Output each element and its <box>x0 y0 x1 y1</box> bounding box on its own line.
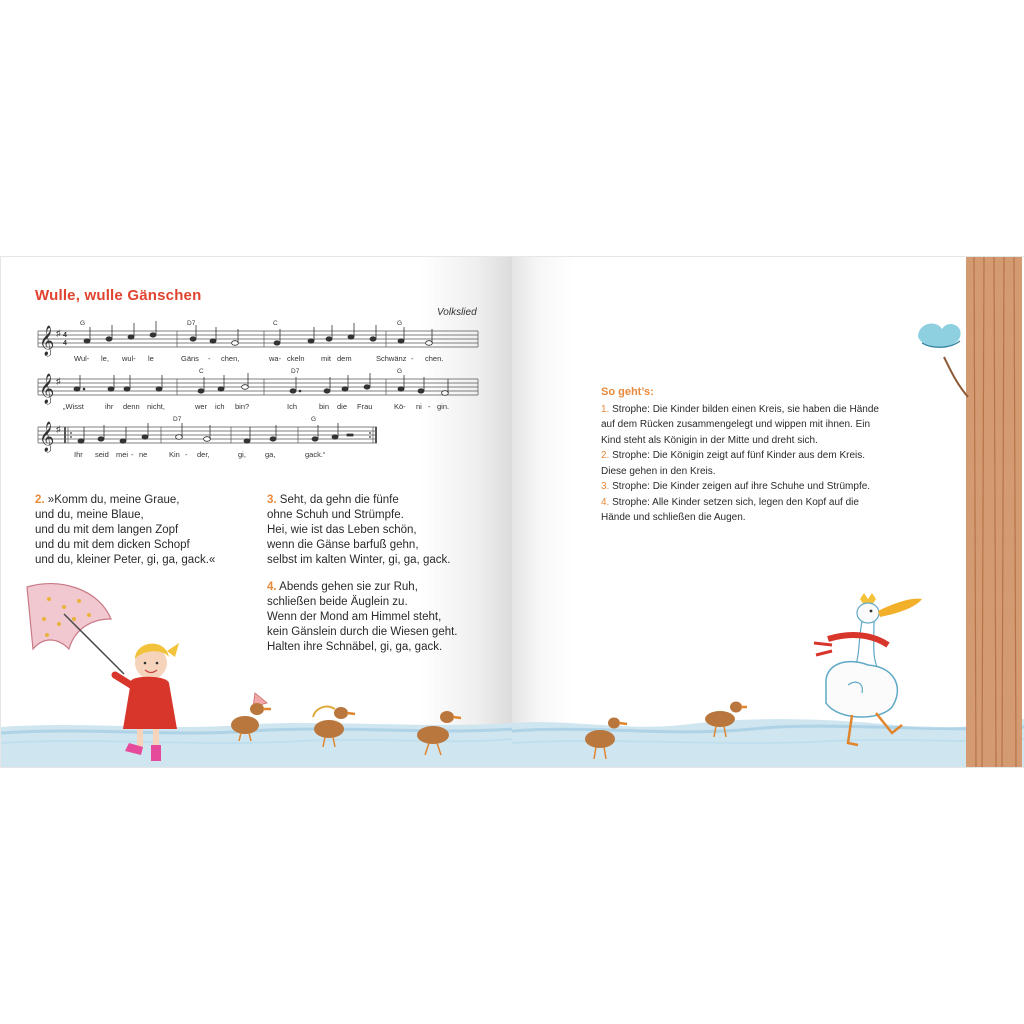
instruction-text: Strophe: Die Kinder zeigen auf ihre Schuhe und Strümpfe. <box>609 481 871 492</box>
lyrics-staff-2 <box>63 402 449 411</box>
sharp-icon: ♯ <box>56 376 61 386</box>
lyric-syllable: Ihr <box>74 450 83 459</box>
verse-line: und du mit dem langen Zopf <box>35 524 179 536</box>
instruction-text: auf dem Rücken zusammengelegt und wippen mit ihnen. Ein <box>601 419 871 430</box>
svg-text:4: 4 <box>63 332 67 339</box>
umbrella-icon <box>27 584 124 674</box>
verse-line: kein Gänslein durch die Wiesen geht. <box>267 626 458 638</box>
instruction-text: Diese gehen in den Kreis. <box>601 465 716 477</box>
instruction-text: Strophe: Alle Kinder setzen sich, legen den Kopf auf die <box>609 496 859 508</box>
chord: G <box>397 368 403 375</box>
notes-staff-1 <box>84 321 432 345</box>
book-spread <box>0 256 1024 768</box>
lyric-syllable: nicht, <box>147 402 165 411</box>
stanza-number: 2. <box>601 450 610 461</box>
chord: D7 <box>291 368 300 375</box>
gosling-with-braid-illustration <box>301 699 357 751</box>
lyrics-staff-1 <box>74 354 443 363</box>
queen-goose-illustration <box>808 593 932 768</box>
lyric-syllable: denn <box>123 402 140 411</box>
instructions-title: So geht’s: <box>601 386 654 398</box>
lyric-syllable: le <box>148 354 154 363</box>
tree-illustration <box>916 257 1024 768</box>
lyric-syllable: ckeln <box>287 354 305 363</box>
verse-line: Wenn der Mond am Himmel steht, <box>267 611 442 623</box>
notes-staff-2 <box>74 373 448 395</box>
staff-3 <box>38 416 377 459</box>
treble-clef-icon: 𝄞 <box>39 374 55 404</box>
lyric-syllable: bin? <box>235 402 250 411</box>
lyric-syllable: gack.“ <box>305 450 326 459</box>
notes-staff-3 <box>78 423 353 443</box>
lyric-syllable: Frau <box>357 402 373 411</box>
lyric-syllable: die <box>337 402 348 411</box>
verse-number: 4. <box>267 581 277 593</box>
treble-clef-icon: 𝄞 <box>39 422 55 452</box>
girl-with-umbrella-illustration <box>19 579 189 768</box>
girl-icon <box>115 643 179 761</box>
verse-line: selbst im kalten Winter, gi, ga, gack. <box>267 554 451 566</box>
lyric-syllable: wul- <box>122 354 136 363</box>
sharp-icon: ♯ <box>56 424 61 434</box>
lyric-syllable: wa- <box>269 354 282 363</box>
gosling-with-hat-illustration <box>223 689 273 741</box>
lyric-syllable: ne <box>139 450 148 459</box>
gosling-illustration <box>696 697 748 743</box>
verse-number: 3. <box>267 494 277 506</box>
sharp-icon: ♯ <box>56 328 61 338</box>
verse-line: Abends gehen sie zur Ruh, <box>279 581 418 593</box>
lyric-syllable: Wul- <box>74 354 90 363</box>
lyrics-staff-3 <box>74 450 326 459</box>
lyric-syllable: der, <box>197 450 210 459</box>
lyric-syllable: Ich <box>287 402 298 411</box>
chord: C <box>199 368 204 375</box>
lyric-syllable: seid <box>95 450 109 459</box>
game-instructions <box>601 385 911 526</box>
song-source: Volkslied <box>437 307 477 318</box>
chord: G <box>80 320 86 327</box>
chord: D7 <box>173 416 182 423</box>
verse-line: und du, meine Blaue, <box>35 509 144 521</box>
verse-line: Hei, wie ist das Leben schön, <box>267 524 417 536</box>
chord: G <box>311 416 317 423</box>
verse-line: Halten ihre Schnäbel, gi, ga, gack. <box>267 641 443 653</box>
staff-2 <box>38 368 478 411</box>
verse-line: Seht, da gehn die fünfe <box>279 494 399 506</box>
lyric-syllable: - <box>208 354 211 363</box>
bird-icon <box>918 323 961 347</box>
sheet-music <box>1 257 512 477</box>
lyric-syllable: mit <box>321 354 331 363</box>
staff-1 <box>38 320 478 363</box>
verse-4 <box>267 580 458 655</box>
verse-line: und du mit dem dicken Schopf <box>35 539 190 551</box>
verse-line: und du, kleiner Peter, gi, ga, gack.« <box>35 554 216 566</box>
song-title: Wulle, wulle Gänschen <box>35 287 202 304</box>
lyric-syllable: wer <box>195 402 208 411</box>
lyric-syllable: chen, <box>221 354 240 363</box>
gosling-illustration <box>407 705 463 761</box>
lyric-syllable: gi, <box>238 450 246 459</box>
treble-clef-icon: 𝄞 <box>39 326 55 356</box>
lyric-syllable: ga, <box>265 450 276 459</box>
lyric-syllable: Schwänz <box>376 354 407 363</box>
instruction-text: Kind steht als Königin in der Mitte und dreht sich. <box>601 434 818 446</box>
verse-line: »Komm du, meine Graue, <box>47 494 180 506</box>
lyric-syllable: - <box>131 450 134 459</box>
scarf-icon <box>828 635 888 645</box>
lyric-syllable: gin. <box>437 402 450 411</box>
verse-line: schließen beide Äuglein zu. <box>267 596 408 608</box>
lyric-syllable: dem <box>337 354 352 363</box>
stanza-number: 3. <box>601 481 610 492</box>
instruction-text: Strophe: Die Königin zeigt auf fünf Kinder aus dem Kreis. <box>609 450 866 461</box>
instruction-text: Strophe: Die Kinder bilden einen Kreis, sie haben die Hände <box>609 403 879 415</box>
lyric-syllable: bin <box>319 402 330 411</box>
stanza-number: 1. <box>601 403 610 415</box>
lyric-syllable: le, <box>101 354 109 363</box>
gosling-illustration <box>576 713 628 763</box>
lyric-syllable: Gäns <box>181 354 199 363</box>
verse-number: 2. <box>35 494 45 506</box>
lyric-syllable: mei <box>116 450 129 459</box>
verse-line: ohne Schuh und Strümpfe. <box>267 509 404 521</box>
chord: G <box>397 320 403 327</box>
svg-text:4: 4 <box>63 340 67 347</box>
lyric-syllable: Kin <box>169 450 180 459</box>
chord: C <box>273 320 278 327</box>
verse-3 <box>267 493 450 568</box>
lyric-syllable: - <box>185 450 188 459</box>
lyric-syllable: - <box>428 402 431 411</box>
left-page <box>0 256 512 768</box>
verse-2 <box>35 493 215 568</box>
verse-line: wenn die Gänse barfuß gehn, <box>267 539 419 551</box>
instruction-text: Hände und schließen die Augen. <box>601 512 746 523</box>
lyric-syllable: „Wisst <box>63 402 84 411</box>
lyric-syllable: - <box>411 354 414 363</box>
lyric-syllable: ihr <box>105 402 114 411</box>
stanza-number: 4. <box>601 496 610 508</box>
lyric-syllable: chen. <box>425 354 444 363</box>
right-page <box>512 256 1024 768</box>
lyric-syllable: Kö- <box>394 402 406 411</box>
lyric-syllable: ich <box>215 402 225 411</box>
lyric-syllable: ni <box>416 402 422 411</box>
chord: D7 <box>187 320 196 327</box>
